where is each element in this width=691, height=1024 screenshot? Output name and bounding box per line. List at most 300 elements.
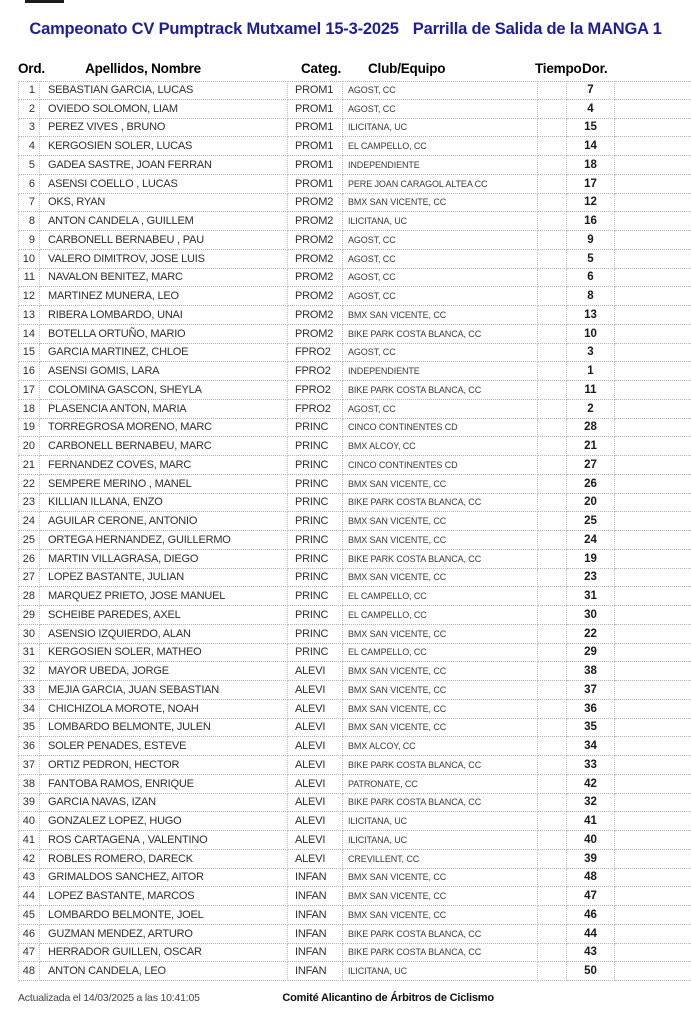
cell-club: AGOST, CC bbox=[343, 250, 538, 269]
cell-extra bbox=[615, 344, 691, 363]
cell-extra bbox=[615, 175, 691, 194]
cell-name: MARQUEZ PRIETO, JOSE MANUEL bbox=[40, 587, 288, 606]
table-row bbox=[18, 119, 691, 138]
cell-categ: ALEVI bbox=[288, 756, 343, 775]
cell-name: ASENSIO IZQUIERDO, ALAN bbox=[40, 625, 288, 644]
cell-ord: 8 bbox=[18, 212, 40, 231]
cell-categ: ALEVI bbox=[288, 681, 343, 700]
cell-club: AGOST, CC bbox=[343, 81, 538, 100]
table-row bbox=[18, 475, 691, 494]
table-row bbox=[18, 287, 691, 306]
table-row bbox=[18, 831, 691, 850]
cell-extra bbox=[615, 400, 691, 419]
cell-club: BIKE PARK COSTA BLANCA, CC bbox=[343, 494, 538, 513]
table-row bbox=[18, 100, 691, 119]
table-row bbox=[18, 362, 691, 381]
table-row bbox=[18, 962, 691, 981]
cell-extra bbox=[615, 662, 691, 681]
cell-extra bbox=[615, 906, 691, 925]
table-row bbox=[18, 250, 691, 269]
updated-timestamp: Actualizada el 14/03/2025 a las 10:41:05 bbox=[18, 992, 200, 1004]
cell-name: GARCIA MARTINEZ, CHLOE bbox=[40, 344, 288, 363]
cell-ord: 6 bbox=[18, 175, 40, 194]
cell-ord: 40 bbox=[18, 812, 40, 831]
cell-ord: 41 bbox=[18, 831, 40, 850]
cell-club: BMX SAN VICENTE, CC bbox=[343, 306, 538, 325]
cell-club: BMX SAN VICENTE, CC bbox=[343, 869, 538, 888]
table-row bbox=[18, 906, 691, 925]
cell-club: BMX SAN VICENTE, CC bbox=[343, 662, 538, 681]
cell-categ: PRINC bbox=[288, 587, 343, 606]
cell-tiempo bbox=[538, 569, 567, 588]
cell-dor: 50 bbox=[567, 962, 615, 981]
cell-ord: 33 bbox=[18, 681, 40, 700]
cell-club: BIKE PARK COSTA BLANCA, CC bbox=[343, 325, 538, 344]
table-row bbox=[18, 569, 691, 588]
cell-dor: 20 bbox=[567, 494, 615, 513]
cell-tiempo bbox=[538, 419, 567, 438]
cell-club: CINCO CONTINENTES CD bbox=[343, 456, 538, 475]
cell-ord: 15 bbox=[18, 344, 40, 363]
cell-dor: 35 bbox=[567, 719, 615, 738]
cell-club: AGOST, CC bbox=[343, 287, 538, 306]
table-row bbox=[18, 269, 691, 288]
cell-club: BMX SAN VICENTE, CC bbox=[343, 569, 538, 588]
cell-club: CREVILLENT, CC bbox=[343, 850, 538, 869]
cell-extra bbox=[615, 719, 691, 738]
cell-extra bbox=[615, 250, 691, 269]
cell-extra bbox=[615, 869, 691, 888]
cell-dor: 12 bbox=[567, 194, 615, 213]
cell-ord: 10 bbox=[18, 250, 40, 269]
cell-club: BIKE PARK COSTA BLANCA, CC bbox=[343, 925, 538, 944]
table-row bbox=[18, 531, 691, 550]
cell-tiempo bbox=[538, 850, 567, 869]
cell-tiempo bbox=[538, 887, 567, 906]
cell-categ: PRINC bbox=[288, 437, 343, 456]
cell-name: PEREZ VIVES , BRUNO bbox=[40, 119, 288, 138]
cell-dor: 46 bbox=[567, 906, 615, 925]
cell-tiempo bbox=[538, 137, 567, 156]
cell-extra bbox=[615, 81, 691, 100]
cell-categ: FPRO2 bbox=[288, 362, 343, 381]
cell-tiempo bbox=[538, 962, 567, 981]
cell-name: FANTOBA RAMOS, ENRIQUE bbox=[40, 775, 288, 794]
cell-name: PLASENCIA ANTON, MARIA bbox=[40, 400, 288, 419]
table-row bbox=[18, 887, 691, 906]
cell-club: BMX SAN VICENTE, CC bbox=[343, 531, 538, 550]
cell-club: BMX SAN VICENTE, CC bbox=[343, 475, 538, 494]
cell-name: ANTON CANDELA, LEO bbox=[40, 962, 288, 981]
cell-tiempo bbox=[538, 944, 567, 963]
cell-extra bbox=[615, 606, 691, 625]
cell-club: AGOST, CC bbox=[343, 344, 538, 363]
cell-ord: 30 bbox=[18, 625, 40, 644]
table-row bbox=[18, 775, 691, 794]
cell-extra bbox=[615, 831, 691, 850]
cell-name: AGUILAR CERONE, ANTONIO bbox=[40, 512, 288, 531]
cell-extra bbox=[615, 119, 691, 138]
cell-tiempo bbox=[538, 494, 567, 513]
cell-dor: 8 bbox=[567, 287, 615, 306]
cell-name: TORREGROSA MORENO, MARC bbox=[40, 419, 288, 438]
cell-dor: 34 bbox=[567, 737, 615, 756]
cell-dor: 41 bbox=[567, 812, 615, 831]
cell-extra bbox=[615, 756, 691, 775]
table-row bbox=[18, 512, 691, 531]
cell-ord: 25 bbox=[18, 531, 40, 550]
cell-dor: 10 bbox=[567, 325, 615, 344]
cell-tiempo bbox=[538, 662, 567, 681]
cell-tiempo bbox=[538, 531, 567, 550]
cell-extra bbox=[615, 137, 691, 156]
table-row bbox=[18, 175, 691, 194]
table-row bbox=[18, 700, 691, 719]
cell-extra bbox=[615, 100, 691, 119]
header-club: Club/Equipo bbox=[368, 61, 446, 76]
table-row bbox=[18, 400, 691, 419]
cell-ord: 47 bbox=[18, 944, 40, 963]
cell-ord: 48 bbox=[18, 962, 40, 981]
cell-name: ORTEGA HERNANDEZ, GUILLERMO bbox=[40, 531, 288, 550]
cell-categ: PRINC bbox=[288, 625, 343, 644]
cell-club: BIKE PARK COSTA BLANCA, CC bbox=[343, 794, 538, 813]
cell-club: BMX SAN VICENTE, CC bbox=[343, 512, 538, 531]
cell-extra bbox=[615, 700, 691, 719]
header-dor: Dor. bbox=[582, 61, 608, 76]
table-row bbox=[18, 231, 691, 250]
cell-dor: 30 bbox=[567, 606, 615, 625]
cell-categ: PROM1 bbox=[288, 119, 343, 138]
table-body bbox=[0, 81, 691, 981]
cell-name: KERGOSIEN SOLER, LUCAS bbox=[40, 137, 288, 156]
cell-dor: 27 bbox=[567, 456, 615, 475]
cell-club: INDEPENDIENTE bbox=[343, 362, 538, 381]
cell-categ: PRINC bbox=[288, 569, 343, 588]
cell-extra bbox=[615, 569, 691, 588]
cell-ord: 21 bbox=[18, 456, 40, 475]
cell-tiempo bbox=[538, 831, 567, 850]
cell-name: KILLIAN ILLANA, ENZO bbox=[40, 494, 288, 513]
cell-dor: 24 bbox=[567, 531, 615, 550]
cell-dor: 33 bbox=[567, 756, 615, 775]
cell-categ: PRINC bbox=[288, 531, 343, 550]
cell-dor: 13 bbox=[567, 306, 615, 325]
cell-extra bbox=[615, 944, 691, 963]
cell-categ: PROM2 bbox=[288, 287, 343, 306]
cell-extra bbox=[615, 625, 691, 644]
cell-ord: 17 bbox=[18, 381, 40, 400]
table-row bbox=[18, 587, 691, 606]
cell-dor: 25 bbox=[567, 512, 615, 531]
cell-categ: ALEVI bbox=[288, 812, 343, 831]
table-row bbox=[18, 156, 691, 175]
cell-tiempo bbox=[538, 812, 567, 831]
cell-tiempo bbox=[538, 700, 567, 719]
cell-name: MARTIN VILLAGRASA, DIEGO bbox=[40, 550, 288, 569]
cell-extra bbox=[615, 794, 691, 813]
cell-extra bbox=[615, 475, 691, 494]
cell-dor: 37 bbox=[567, 681, 615, 700]
cell-categ: FPRO2 bbox=[288, 344, 343, 363]
cell-name: SCHEIBE PAREDES, AXEL bbox=[40, 606, 288, 625]
cell-ord: 19 bbox=[18, 419, 40, 438]
cell-ord: 37 bbox=[18, 756, 40, 775]
table-row bbox=[18, 869, 691, 888]
cell-extra bbox=[615, 156, 691, 175]
cell-club: ILICITANA, UC bbox=[343, 831, 538, 850]
cell-name: ORTIZ PEDRON, HECTOR bbox=[40, 756, 288, 775]
cell-name: ASENSI GOMIS, LARA bbox=[40, 362, 288, 381]
cell-club: ILICITANA, UC bbox=[343, 962, 538, 981]
cell-dor: 29 bbox=[567, 644, 615, 663]
table-row bbox=[18, 925, 691, 944]
cell-club: AGOST, CC bbox=[343, 269, 538, 288]
cell-name: RIBERA LOMBARDO, UNAI bbox=[40, 306, 288, 325]
cell-club: ILICITANA, UC bbox=[343, 812, 538, 831]
table-row bbox=[18, 944, 691, 963]
cell-dor: 15 bbox=[567, 119, 615, 138]
cell-extra bbox=[615, 587, 691, 606]
cell-extra bbox=[615, 681, 691, 700]
cell-club: PATRONATE, CC bbox=[343, 775, 538, 794]
cell-club: EL CAMPELLO, CC bbox=[343, 587, 538, 606]
cell-name: OVIEDO SOLOMON, LIAM bbox=[40, 100, 288, 119]
cell-categ: PRINC bbox=[288, 512, 343, 531]
cell-name: SOLER PENADES, ESTEVE bbox=[40, 737, 288, 756]
cell-ord: 26 bbox=[18, 550, 40, 569]
cell-ord: 23 bbox=[18, 494, 40, 513]
cell-dor: 40 bbox=[567, 831, 615, 850]
cell-tiempo bbox=[538, 437, 567, 456]
cell-club: AGOST, CC bbox=[343, 400, 538, 419]
cell-club: BMX SAN VICENTE, CC bbox=[343, 625, 538, 644]
cell-tiempo bbox=[538, 756, 567, 775]
cell-ord: 32 bbox=[18, 662, 40, 681]
cell-dor: 14 bbox=[567, 137, 615, 156]
cell-categ: PROM1 bbox=[288, 156, 343, 175]
cell-dor: 36 bbox=[567, 700, 615, 719]
table-row bbox=[18, 644, 691, 663]
cell-name: CARBONELL BERNABEU, MARC bbox=[40, 437, 288, 456]
cell-dor: 19 bbox=[567, 550, 615, 569]
cell-tiempo bbox=[538, 194, 567, 213]
cell-club: INDEPENDIENTE bbox=[343, 156, 538, 175]
cell-tiempo bbox=[538, 550, 567, 569]
cell-tiempo bbox=[538, 794, 567, 813]
cell-ord: 35 bbox=[18, 719, 40, 738]
cell-tiempo bbox=[538, 737, 567, 756]
cell-dor: 5 bbox=[567, 250, 615, 269]
cell-ord: 3 bbox=[18, 119, 40, 138]
table-row bbox=[18, 681, 691, 700]
cell-categ: PRINC bbox=[288, 550, 343, 569]
cell-extra bbox=[615, 194, 691, 213]
cell-tiempo bbox=[538, 381, 567, 400]
table-row bbox=[18, 456, 691, 475]
cell-ord: 11 bbox=[18, 269, 40, 288]
cell-extra bbox=[615, 419, 691, 438]
cell-name: GUZMAN MENDEZ, ARTURO bbox=[40, 925, 288, 944]
cell-dor: 32 bbox=[567, 794, 615, 813]
table-row bbox=[18, 550, 691, 569]
cell-dor: 38 bbox=[567, 662, 615, 681]
cell-extra bbox=[615, 737, 691, 756]
cell-tiempo bbox=[538, 625, 567, 644]
cell-tiempo bbox=[538, 587, 567, 606]
cell-name: SEMPERE MERINO , MANEL bbox=[40, 475, 288, 494]
cell-dor: 42 bbox=[567, 775, 615, 794]
cell-dor: 22 bbox=[567, 625, 615, 644]
cell-categ: PROM2 bbox=[288, 231, 343, 250]
cell-club: CINCO CONTINENTES CD bbox=[343, 419, 538, 438]
cell-club: PERE JOAN CARAGOL ALTEA CC bbox=[343, 175, 538, 194]
cell-tiempo bbox=[538, 400, 567, 419]
cell-dor: 2 bbox=[567, 400, 615, 419]
cell-name: GADEA SASTRE, JOAN FERRAN bbox=[40, 156, 288, 175]
cell-extra bbox=[615, 269, 691, 288]
cell-name: ROBLES ROMERO, DARECK bbox=[40, 850, 288, 869]
cell-ord: 31 bbox=[18, 644, 40, 663]
cell-tiempo bbox=[538, 644, 567, 663]
cell-club: BMX SAN VICENTE, CC bbox=[343, 906, 538, 925]
cell-extra bbox=[615, 962, 691, 981]
cell-tiempo bbox=[538, 119, 567, 138]
table-row bbox=[18, 812, 691, 831]
cell-name: CARBONELL BERNABEU , PAU bbox=[40, 231, 288, 250]
table-row bbox=[18, 662, 691, 681]
cell-categ: INFAN bbox=[288, 962, 343, 981]
cell-dor: 11 bbox=[567, 381, 615, 400]
cell-club: EL CAMPELLO, CC bbox=[343, 137, 538, 156]
cell-categ: FPRO2 bbox=[288, 400, 343, 419]
cell-dor: 44 bbox=[567, 925, 615, 944]
header-categ: Categ. bbox=[301, 61, 342, 76]
cell-name: LOMBARDO BELMONTE, JOEL bbox=[40, 906, 288, 925]
cell-categ: PRINC bbox=[288, 475, 343, 494]
cell-dor: 1 bbox=[567, 362, 615, 381]
cell-ord: 36 bbox=[18, 737, 40, 756]
table-row bbox=[18, 306, 691, 325]
cell-tiempo bbox=[538, 269, 567, 288]
cell-dor: 4 bbox=[567, 100, 615, 119]
cell-extra bbox=[615, 381, 691, 400]
cell-extra bbox=[615, 775, 691, 794]
table-row bbox=[18, 850, 691, 869]
cell-categ: INFAN bbox=[288, 887, 343, 906]
cell-club: BMX SAN VICENTE, CC bbox=[343, 681, 538, 700]
cell-extra bbox=[615, 850, 691, 869]
committee-name: Comité Alicantino de Árbitros de Ciclismo bbox=[282, 992, 494, 1004]
cell-tiempo bbox=[538, 156, 567, 175]
cell-club: BMX ALCOY, CC bbox=[343, 737, 538, 756]
cell-name: MEJIA GARCIA, JUAN SEBASTIAN bbox=[40, 681, 288, 700]
cell-ord: 44 bbox=[18, 887, 40, 906]
cell-ord: 43 bbox=[18, 869, 40, 888]
cell-extra bbox=[615, 531, 691, 550]
table-row bbox=[18, 756, 691, 775]
cell-tiempo bbox=[538, 325, 567, 344]
table-row bbox=[18, 625, 691, 644]
table-row bbox=[18, 419, 691, 438]
title-event: Campeonato CV Pumptrack Mutxamel 15-3-2025 bbox=[29, 20, 399, 38]
cell-tiempo bbox=[538, 906, 567, 925]
cell-extra bbox=[615, 306, 691, 325]
cell-extra bbox=[615, 925, 691, 944]
cell-categ: INFAN bbox=[288, 869, 343, 888]
table-header bbox=[18, 56, 691, 81]
cell-extra bbox=[615, 550, 691, 569]
cell-tiempo bbox=[538, 306, 567, 325]
cell-club: EL CAMPELLO, CC bbox=[343, 644, 538, 663]
cell-name: GONZALEZ LOPEZ, HUGO bbox=[40, 812, 288, 831]
cell-name: ASENSI COELLO , LUCAS bbox=[40, 175, 288, 194]
cell-name: SEBASTIAN GARCIA, LUCAS bbox=[40, 81, 288, 100]
cell-ord: 39 bbox=[18, 794, 40, 813]
cell-name: BOTELLA ORTUÑO, MARIO bbox=[40, 325, 288, 344]
cell-tiempo bbox=[538, 869, 567, 888]
cell-categ: PRINC bbox=[288, 606, 343, 625]
cell-name: FERNANDEZ COVES, MARC bbox=[40, 456, 288, 475]
cell-tiempo bbox=[538, 100, 567, 119]
cell-tiempo bbox=[538, 512, 567, 531]
page-title bbox=[0, 0, 691, 39]
cell-categ: PRINC bbox=[288, 456, 343, 475]
table-row bbox=[18, 794, 691, 813]
cell-extra bbox=[615, 456, 691, 475]
cell-extra bbox=[615, 812, 691, 831]
cell-dor: 18 bbox=[567, 156, 615, 175]
cell-categ: PROM1 bbox=[288, 81, 343, 100]
cell-extra bbox=[615, 212, 691, 231]
cell-extra bbox=[615, 287, 691, 306]
cell-categ: INFAN bbox=[288, 906, 343, 925]
cell-ord: 13 bbox=[18, 306, 40, 325]
cell-dor: 43 bbox=[567, 944, 615, 963]
cell-club: BMX SAN VICENTE, CC bbox=[343, 719, 538, 738]
cell-dor: 6 bbox=[567, 269, 615, 288]
cell-tiempo bbox=[538, 81, 567, 100]
cell-ord: 46 bbox=[18, 925, 40, 944]
cell-name: HERRADOR GUILLEN, OSCAR bbox=[40, 944, 288, 963]
cell-categ: ALEVI bbox=[288, 775, 343, 794]
cell-categ: PROM2 bbox=[288, 306, 343, 325]
cell-categ: PROM1 bbox=[288, 137, 343, 156]
cell-club: BIKE PARK COSTA BLANCA, CC bbox=[343, 756, 538, 775]
header-name: Apellidos, Nombre bbox=[85, 61, 201, 76]
cell-categ: ALEVI bbox=[288, 794, 343, 813]
cell-dor: 48 bbox=[567, 869, 615, 888]
cell-dor: 21 bbox=[567, 437, 615, 456]
header-ord: Ord. bbox=[18, 61, 45, 76]
cell-club: BMX SAN VICENTE, CC bbox=[343, 887, 538, 906]
cell-club: BMX SAN VICENTE, CC bbox=[343, 700, 538, 719]
cell-ord: 16 bbox=[18, 362, 40, 381]
table-row bbox=[18, 137, 691, 156]
cell-ord: 45 bbox=[18, 906, 40, 925]
cell-ord: 27 bbox=[18, 569, 40, 588]
cell-club: BIKE PARK COSTA BLANCA, CC bbox=[343, 550, 538, 569]
table-row bbox=[18, 81, 691, 100]
cell-ord: 5 bbox=[18, 156, 40, 175]
cell-tiempo bbox=[538, 287, 567, 306]
cell-dor: 17 bbox=[567, 175, 615, 194]
cell-ord: 42 bbox=[18, 850, 40, 869]
cell-categ: FPRO2 bbox=[288, 381, 343, 400]
cell-categ: INFAN bbox=[288, 944, 343, 963]
cell-name: VALERO DIMITROV, JOSE LUIS bbox=[40, 250, 288, 269]
cell-categ: PROM2 bbox=[288, 194, 343, 213]
